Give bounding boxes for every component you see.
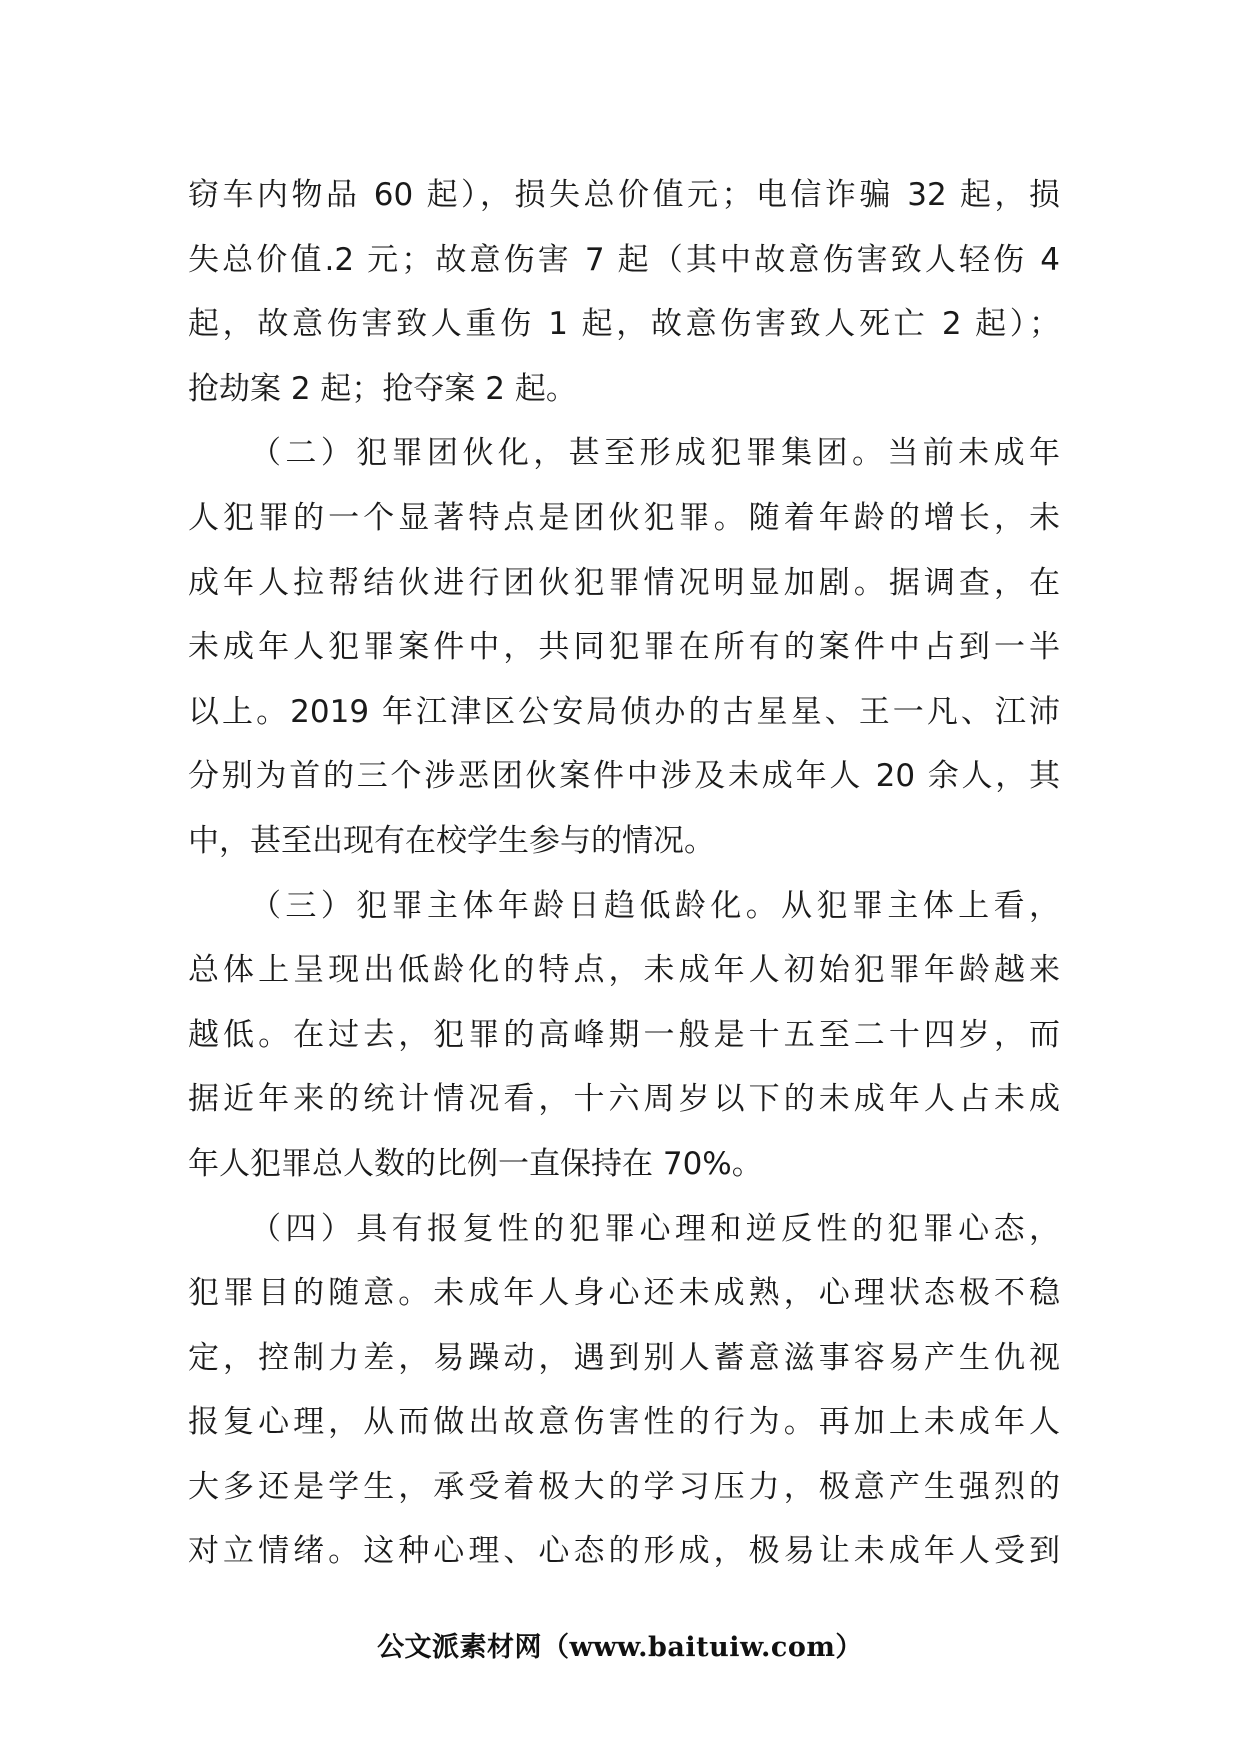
- text-line: 犯罪目的随意。未成年人身心还未成熟，心理状态极不稳: [188, 1275, 1060, 1312]
- text-line: 定，控制力差，易躁动，遇到别人蓄意滋事容易产生仇视: [188, 1339, 1060, 1376]
- text-line: 以上。2019 年江津区公安局侦办的古星星、王一凡、江沛: [188, 693, 1060, 730]
- text-line: 报复心理，从而做出故意伤害性的行为。再加上未成年人: [188, 1404, 1060, 1441]
- text-line: 失总价值.2 元；故意伤害 7 起（其中故意伤害致人轻伤 4: [188, 241, 1060, 278]
- text-line: 人犯罪的一个显著特点是团伙犯罪。随着年龄的增长，未: [188, 499, 1060, 536]
- text-line: 中，甚至出现有在校学生参与的情况。: [188, 822, 715, 859]
- text-line: 窃车内物品 60 起），损失总价值元；电信诈骗 32 起，损: [188, 177, 1060, 213]
- footer-watermark: 公文派素材网（www.baituiw.com）: [377, 1632, 863, 1663]
- text-line: 据近年来的统计情况看，十六周岁以下的未成年人占未成: [188, 1081, 1060, 1118]
- text-line: 越低。在过去，犯罪的高峰期一般是十五至二十四岁，而: [188, 1016, 1060, 1053]
- document-body: [188, 163, 1060, 1584]
- text-line: 对立情绪。这种心理、心态的形成，极易让未成年人受到: [188, 1533, 1060, 1570]
- section-heading-line: （二）犯罪团伙化，甚至形成犯罪集团。当前未成年: [250, 435, 1060, 472]
- text-line: 分别为首的三个涉恶团伙案件中涉及未成年人 20 余人，其: [188, 758, 1060, 795]
- text-line: 成年人拉帮结伙进行团伙犯罪情况明显加剧。据调查，在: [188, 564, 1060, 601]
- section-heading-line: （三）犯罪主体年龄日趋低龄化。从犯罪主体上看，: [250, 887, 1060, 924]
- text-line: 年人犯罪总人数的比例一直保持在 70%。: [188, 1145, 763, 1182]
- text-line: 未成年人犯罪案件中，共同犯罪在所有的案件中占到一半: [188, 629, 1060, 666]
- text-line: 起，故意伤害致人重伤 1 起，故意伤害致人死亡 2 起）；: [188, 306, 1060, 343]
- text-line: 抢劫案 2 起；抢夺案 2 起。: [188, 370, 577, 407]
- section-heading-line: （四）具有报复性的犯罪心理和逆反性的犯罪心态，: [250, 1210, 1060, 1247]
- text-line: 总体上呈现出低龄化的特点，未成年人初始犯罪年龄越来: [188, 952, 1060, 989]
- text-line: 大多还是学生，承受着极大的学习压力，极意产生强烈的: [188, 1468, 1060, 1505]
